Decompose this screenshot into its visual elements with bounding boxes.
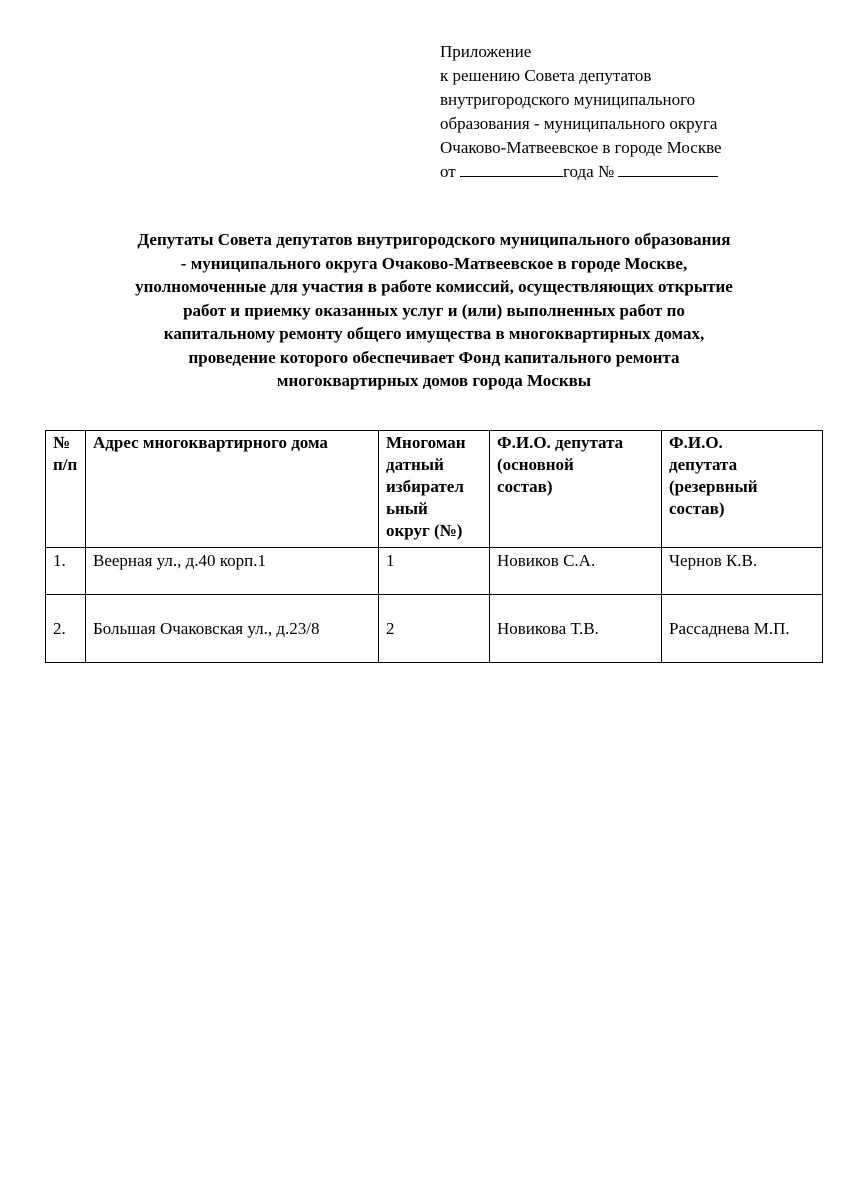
appendix-line: образования - муниципального округа xyxy=(440,114,718,133)
table-row xyxy=(46,548,823,595)
title-line: работ и приемку оказанных услуг и (или) выполненных работ по xyxy=(183,300,685,320)
date-prefix: от xyxy=(440,162,460,181)
header-num: № п/п xyxy=(46,431,86,548)
cell-num: 2. xyxy=(46,595,86,663)
deputies-table xyxy=(45,430,823,663)
cell-address: Большая Очаковская ул., д.23/8 xyxy=(86,595,379,663)
cell-address: Веерная ул., д.40 корп.1 xyxy=(86,548,379,595)
document-title xyxy=(44,228,824,393)
date-blank xyxy=(460,162,563,177)
header-main-deputy: Ф.И.О. депутата (основной состав) xyxy=(490,431,662,548)
appendix-line: к решению Совета депутатов xyxy=(440,66,652,85)
title-line: уполномоченные для участия в работе комиссий, осуществляющих открытие xyxy=(135,277,733,296)
appendix-date-line xyxy=(440,160,840,184)
cell-district: 2 xyxy=(379,595,490,663)
cell-main-deputy: Новиков С.А. xyxy=(490,548,662,595)
appendix-line: Очаково-Матвеевское в городе Москве xyxy=(440,138,722,157)
title-line: - муниципального округа Очаково-Матвеевское в городе Москве, xyxy=(180,253,688,273)
table-header-row xyxy=(46,431,823,548)
cell-reserve-deputy: Рассаднева М.П. xyxy=(662,595,823,663)
title-line: проведение которого обеспечивает Фонд капитального ремонта xyxy=(188,347,680,367)
title-line: многоквартирных домов города Москвы xyxy=(276,371,592,390)
header-district: Многоман датный избирател ьный округ (№) xyxy=(379,431,490,548)
cell-main-deputy: Новикова Т.В. xyxy=(490,595,662,663)
cell-num: 1. xyxy=(46,548,86,595)
number-blank xyxy=(618,162,718,177)
appendix-line: внутригородского муниципального xyxy=(440,90,696,109)
title-line: Депутаты Совета депутатов внутригородского муниципального образования xyxy=(137,230,731,249)
title-line: капитальному ремонту общего имущества в многоквартирных домах, xyxy=(163,324,705,343)
header-address: Адрес многоквартирного дома xyxy=(86,431,379,548)
table-row xyxy=(46,595,823,663)
header-reserve-deputy: Ф.И.О. депутата (резервный состав) xyxy=(662,431,823,548)
cell-reserve-deputy: Чернов К.В. xyxy=(662,548,823,595)
year-number-label: года № xyxy=(562,162,615,181)
appendix-block xyxy=(440,40,840,184)
appendix-line: Приложение xyxy=(440,42,532,61)
cell-district: 1 xyxy=(379,548,490,595)
